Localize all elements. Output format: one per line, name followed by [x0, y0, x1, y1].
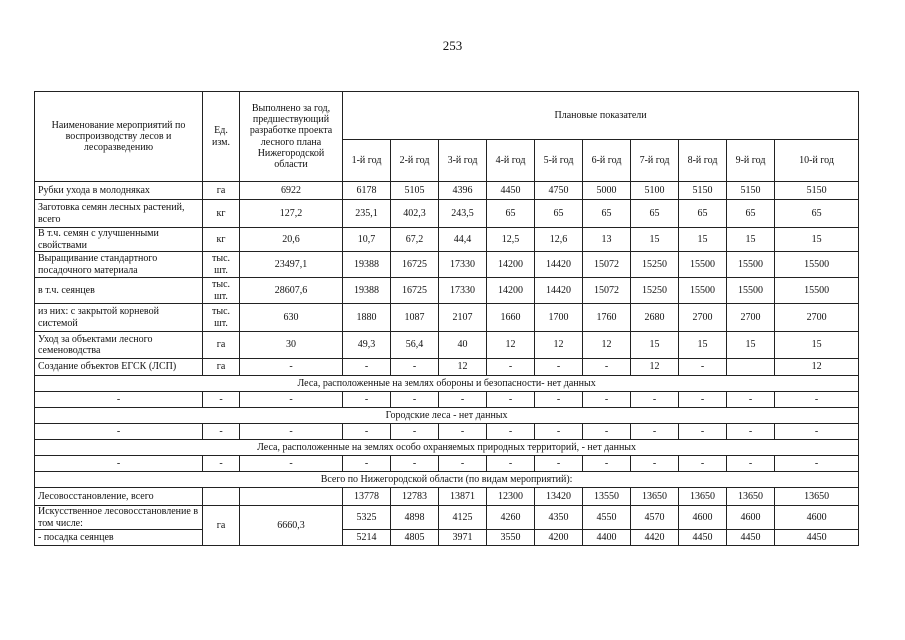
row-year-value: 15072: [583, 278, 631, 304]
row-year-value: 12: [487, 332, 535, 359]
total-year-value: 13650: [631, 488, 679, 506]
total-year-value: 12300: [487, 488, 535, 506]
row-unit: тыс. шт.: [203, 278, 240, 304]
table-row: [35, 332, 859, 359]
row-year-value: 12,6: [535, 228, 583, 252]
row-year-value: -: [535, 359, 583, 376]
total-year-value: 4450: [775, 530, 859, 546]
total-year-value: 4805: [391, 530, 439, 546]
dash-cell: -: [775, 392, 859, 408]
dash-cell: -: [583, 392, 631, 408]
row-year-value: 65: [487, 200, 535, 228]
header-previous-year: Выполнено за год, предшествующий разработке проекта лесного плана Нижегородской области: [240, 92, 343, 182]
row-prev-value: 630: [240, 304, 343, 332]
section-title: Леса, расположенные на землях особо охраняемых природных территорий, - нет данных: [35, 440, 859, 456]
row-year-value: 15: [727, 332, 775, 359]
total-year-value: 5214: [343, 530, 391, 546]
row-year-value: 15250: [631, 252, 679, 278]
row-year-value: 5100: [631, 182, 679, 200]
header-year: 1-й год: [343, 140, 391, 182]
row-name: в т.ч. сеянцев: [35, 278, 203, 304]
total-year-value: 13650: [775, 488, 859, 506]
row-year-value: 15500: [679, 252, 727, 278]
dash-cell: -: [487, 392, 535, 408]
row-year-value: 15: [631, 228, 679, 252]
row-prev-value: 127,2: [240, 200, 343, 228]
dash-cell: -: [439, 424, 487, 440]
header-activity-name: Наименование мероприятий по воспроизводству лесов и лесоразведению: [35, 92, 203, 182]
section-dash-row: [35, 392, 859, 408]
total-year-value: 4898: [391, 506, 439, 530]
row-year-value: 1760: [583, 304, 631, 332]
row-name: В т.ч. семян с улучшенными свойствами: [35, 228, 203, 252]
row-year-value: 15500: [775, 278, 859, 304]
row-unit: тыс. шт.: [203, 304, 240, 332]
row-year-value: 19388: [343, 278, 391, 304]
dash-cell: -: [240, 424, 343, 440]
dash-cell: -: [775, 424, 859, 440]
dash-cell: -: [727, 392, 775, 408]
row-year-value: 15500: [679, 278, 727, 304]
total-year-value: 13871: [439, 488, 487, 506]
dash-cell: -: [679, 392, 727, 408]
row-year-value: 4396: [439, 182, 487, 200]
header-year: 9-й год: [727, 140, 775, 182]
row-year-value: 67,2: [391, 228, 439, 252]
row-year-value: 2107: [439, 304, 487, 332]
row-year-value: 15500: [727, 278, 775, 304]
row-year-value: 235,1: [343, 200, 391, 228]
row-year-value: 56,4: [391, 332, 439, 359]
row-year-value: 65: [583, 200, 631, 228]
row-prev-value: -: [240, 359, 343, 376]
dash-cell: -: [679, 424, 727, 440]
dash-cell: -: [535, 424, 583, 440]
dash-cell: -: [583, 456, 631, 472]
row-year-value: 16725: [391, 252, 439, 278]
dash-cell: -: [391, 392, 439, 408]
dash-cell: -: [203, 456, 240, 472]
row-year-value: 15: [679, 332, 727, 359]
row-name: из них: с закрытой корневой системой: [35, 304, 203, 332]
dash-cell: -: [391, 424, 439, 440]
row-year-value: 15: [775, 228, 859, 252]
dash-cell: -: [203, 424, 240, 440]
header-year: 4-й год: [487, 140, 535, 182]
row-name: Выращивание стандартного посадочного материала: [35, 252, 203, 278]
dash-cell: -: [439, 456, 487, 472]
header-year: 7-й год: [631, 140, 679, 182]
row-year-value: 65: [535, 200, 583, 228]
table-row: [35, 278, 859, 304]
dash-cell: -: [775, 456, 859, 472]
row-year-value: 12: [631, 359, 679, 376]
row-prev-value: 23497,1: [240, 252, 343, 278]
dash-cell: -: [35, 456, 203, 472]
total-title: Всего по Нижегородской области (по видам мероприятий):: [35, 472, 859, 488]
header-year: 6-й год: [583, 140, 631, 182]
row-unit: кг: [203, 228, 240, 252]
row-name: Заготовка семян лесных растений, всего: [35, 200, 203, 228]
page-number: 253: [442, 38, 463, 53]
row-year-value: 12: [535, 332, 583, 359]
total-unit: га: [203, 506, 240, 546]
section-dash-row: [35, 424, 859, 440]
total-year-value: 4450: [679, 530, 727, 546]
dash-cell: -: [631, 456, 679, 472]
row-year-value: 5150: [727, 182, 775, 200]
dash-cell: -: [487, 456, 535, 472]
dash-cell: -: [240, 456, 343, 472]
row-year-value: 14200: [487, 278, 535, 304]
row-year-value: 12: [775, 359, 859, 376]
row-year-value: 14200: [487, 252, 535, 278]
row-year-value: 1700: [535, 304, 583, 332]
total-prev-empty: [240, 488, 343, 506]
header-planned: Плановые показатели: [343, 92, 859, 140]
total-year-value: 13650: [679, 488, 727, 506]
row-year-value: 15: [631, 332, 679, 359]
dash-cell: -: [343, 392, 391, 408]
row-year-value: 17330: [439, 278, 487, 304]
total-year-value: 4400: [583, 530, 631, 546]
row-year-value: 14420: [535, 252, 583, 278]
total-row-name: Искусственное лесовосстановление в том числе:: [35, 506, 203, 530]
row-year-value: -: [391, 359, 439, 376]
total-year-value: 3971: [439, 530, 487, 546]
dash-cell: -: [679, 456, 727, 472]
row-name: Уход за объектами лесного семеноводства: [35, 332, 203, 359]
row-year-value: 4450: [487, 182, 535, 200]
total-year-value: 4550: [583, 506, 631, 530]
row-year-value: 5105: [391, 182, 439, 200]
row-unit: га: [203, 182, 240, 200]
row-year-value: 65: [631, 200, 679, 228]
dash-cell: -: [487, 424, 535, 440]
total-year-value: 4260: [487, 506, 535, 530]
dash-cell: -: [727, 424, 775, 440]
dash-cell: -: [583, 424, 631, 440]
row-name: Рубки ухода в молодняках: [35, 182, 203, 200]
total-year-value: 4450: [727, 530, 775, 546]
table-row: [35, 359, 859, 376]
row-year-value: 2700: [775, 304, 859, 332]
total-year-value: 4600: [775, 506, 859, 530]
table-row: [35, 252, 859, 278]
section-title: Леса, расположенные на землях обороны и безопасности- нет данных: [35, 376, 859, 392]
total-row: [35, 488, 859, 506]
row-year-value: 44,4: [439, 228, 487, 252]
row-year-value: 5150: [679, 182, 727, 200]
dash-cell: -: [535, 392, 583, 408]
row-prev-value: 28607,6: [240, 278, 343, 304]
row-year-value: 15: [727, 228, 775, 252]
row-year-value: 15: [679, 228, 727, 252]
section-title-row: [35, 440, 859, 456]
row-unit: кг: [203, 200, 240, 228]
total-year-value: 3550: [487, 530, 535, 546]
row-year-value: 12: [583, 332, 631, 359]
row-year-value: -: [487, 359, 535, 376]
table-row: [35, 182, 859, 200]
row-year-value: 15500: [727, 252, 775, 278]
row-year-value: -: [583, 359, 631, 376]
row-name: Создание объектов ЕГСК (ЛСП): [35, 359, 203, 376]
dash-cell: -: [631, 392, 679, 408]
total-year-value: 13420: [535, 488, 583, 506]
total-year-value: 4600: [727, 506, 775, 530]
row-year-value: 5150: [775, 182, 859, 200]
header-unit: Ед. изм.: [203, 92, 240, 182]
row-year-value: 1087: [391, 304, 439, 332]
total-year-value: 13778: [343, 488, 391, 506]
dash-cell: -: [727, 456, 775, 472]
row-year-value: 2680: [631, 304, 679, 332]
row-year-value: 13: [583, 228, 631, 252]
total-unit-empty: [203, 488, 240, 506]
section-title-row: [35, 376, 859, 392]
dash-cell: -: [439, 392, 487, 408]
forest-plan-table: [34, 91, 859, 546]
dash-cell: -: [535, 456, 583, 472]
row-year-value: 1660: [487, 304, 535, 332]
total-year-value: 4125: [439, 506, 487, 530]
section-title-row: [35, 408, 859, 424]
table-row: [35, 200, 859, 228]
row-unit: га: [203, 359, 240, 376]
header-year: 5-й год: [535, 140, 583, 182]
total-row-name: Лесовосстановление, всего: [35, 488, 203, 506]
row-year-value: 65: [727, 200, 775, 228]
row-year-value: 15: [775, 332, 859, 359]
total-row: [35, 530, 859, 546]
total-prev-value: 6660,3: [240, 506, 343, 546]
header-year: 3-й год: [439, 140, 487, 182]
total-year-value: 5325: [343, 506, 391, 530]
row-year-value: 14420: [535, 278, 583, 304]
table-row: [35, 228, 859, 252]
total-year-value: 4600: [679, 506, 727, 530]
total-year-value: 4420: [631, 530, 679, 546]
row-year-value: 16725: [391, 278, 439, 304]
row-year-value: 40: [439, 332, 487, 359]
total-year-value: 4200: [535, 530, 583, 546]
dash-cell: -: [343, 456, 391, 472]
total-row: [35, 506, 859, 530]
total-year-value: 4350: [535, 506, 583, 530]
total-year-value: 13650: [727, 488, 775, 506]
row-year-value: 17330: [439, 252, 487, 278]
total-title-row: [35, 472, 859, 488]
row-prev-value: 6922: [240, 182, 343, 200]
row-year-value: 2700: [679, 304, 727, 332]
row-year-value: 4750: [535, 182, 583, 200]
section-dash-row: [35, 456, 859, 472]
row-year-value: 2700: [727, 304, 775, 332]
row-year-value: -: [679, 359, 727, 376]
row-year-value: 5000: [583, 182, 631, 200]
total-year-value: 13550: [583, 488, 631, 506]
row-year-value: 15072: [583, 252, 631, 278]
row-unit: га: [203, 332, 240, 359]
dash-cell: -: [203, 392, 240, 408]
row-year-value: 12: [439, 359, 487, 376]
row-year-value: 65: [775, 200, 859, 228]
row-year-value: 1880: [343, 304, 391, 332]
row-year-value: [727, 359, 775, 376]
dash-cell: -: [35, 392, 203, 408]
row-year-value: -: [343, 359, 391, 376]
total-year-value: 4570: [631, 506, 679, 530]
row-prev-value: 20,6: [240, 228, 343, 252]
section-title: Городские леса - нет данных: [35, 408, 859, 424]
row-unit: тыс. шт.: [203, 252, 240, 278]
header-year: 10-й год: [775, 140, 859, 182]
row-year-value: 12,5: [487, 228, 535, 252]
row-year-value: 19388: [343, 252, 391, 278]
total-row-name: - посадка сеянцев: [35, 530, 203, 546]
row-year-value: 65: [679, 200, 727, 228]
dash-cell: -: [391, 456, 439, 472]
row-prev-value: 30: [240, 332, 343, 359]
dash-cell: -: [35, 424, 203, 440]
dash-cell: -: [631, 424, 679, 440]
row-year-value: 243,5: [439, 200, 487, 228]
row-year-value: 15250: [631, 278, 679, 304]
row-year-value: 49,3: [343, 332, 391, 359]
total-year-value: 12783: [391, 488, 439, 506]
dash-cell: -: [343, 424, 391, 440]
row-year-value: 402,3: [391, 200, 439, 228]
dash-cell: -: [240, 392, 343, 408]
row-year-value: 15500: [775, 252, 859, 278]
header-year: 2-й год: [391, 140, 439, 182]
table-body: [35, 92, 859, 546]
table-row: [35, 304, 859, 332]
row-year-value: 10,7: [343, 228, 391, 252]
row-year-value: 6178: [343, 182, 391, 200]
header-year: 8-й год: [679, 140, 727, 182]
